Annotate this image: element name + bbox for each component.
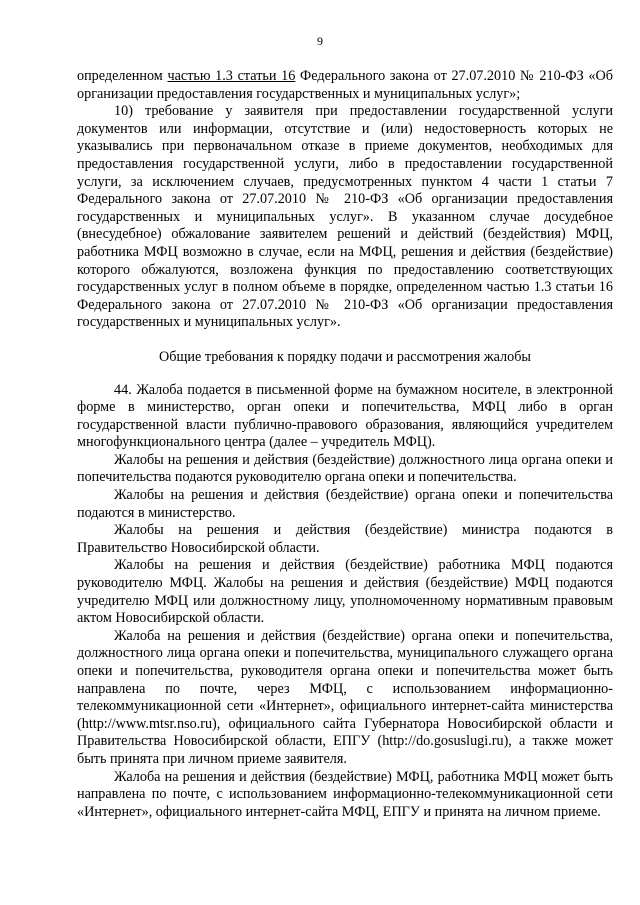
paragraph-complaints-official: Жалобы на решения и действия (бездействие) должностного лица органа опеки и попечительства подаются руководителю органа опеки и попечительства. [77, 451, 613, 486]
paragraph-complaints-guardianship: Жалобы на решения и действия (бездействие) органа опеки и попечительства подаются в министерство. [77, 487, 613, 521]
paragraph-submission-methods: Жалоба на решения и действия (бездействие) органа опеки и попечительства, должностного лица органа опеки и попечительства, муниципального служащего органа опеки и попечительства, руководителя органа опеки и попечительства может быть направлена по почте, через МФЦ, с использованием информационно-телекоммуникационной сети «Интернет», официального интернет-сайта министерства (http://www.mtsr.nso.ru), официального сайта Губернатора Новосибирской области и Правительства Новосибирской области, ЕПГУ (http://do.gosuslugi.ru), а также может быть принята при личном приеме заявителя. [77, 627, 613, 767]
section-heading: Общие требования к порядку подачи и рассмотрения жалобы [159, 348, 531, 365]
paragraph-44: 44. Жалоба подается в письменной форме на бумажном носителе, в электронной форме в министерство, орган опеки и попечительства, МФЦ либо в орган государственной власти публично-правового образования, являющийся учредителем многофункционального центра (далее – учредитель МФЦ). [77, 381, 613, 451]
law-reference-link[interactable]: частью 1.3 статьи 16 [167, 68, 296, 84]
paragraph-item-10: 10) требование у заявителя при предоставлении государственной услуги документов или информации, отсутствие и (или) недостоверность которых не указывались при первоначальном отказе в приеме документов, необходимых для предоставления государственной услуги, либо в предоставлении государственной услуги, за исключением случаев, предусмотренных пунктом 4 части 1 статьи 7 Федерального закона от 27.07.2010 № 210-ФЗ «Об организации предоставления государственных и муниципальных услуг». В указанном случае досудебное (внесудебное) обжалование заявителем решений и действий (бездействия) МФЦ, работника МФЦ возможно в случае, если на МФЦ, решения и действия (бездействие) которого обжалуются, возложена функция по предоставлению соответствующих государственных услуг в полном объеме в порядке, определенном частью 1.3 статьи 16 Федерального закона от 27.07.2010 № 210-ФЗ «Об организации предоставления государственных и муниципальных услуг». [77, 103, 613, 331]
paragraph-text: определенном [77, 68, 168, 84]
paragraph-complaints-minister: Жалобы на решения и действия (бездействие) министра подаются в Правительство Новосибирской области. [77, 522, 613, 556]
paragraph-complaints-mfc: Жалобы на решения и действия (бездействие) работника МФЦ подаются руководителю МФЦ. Жалобы на решения и действия (бездействие) МФЦ подаются учредителю МФЦ или должностному лицу, уполномоченному нормативным правовым актом Новосибирской области. [77, 557, 613, 627]
page-number: 9 [317, 34, 323, 48]
paragraph-text: Федерального закона от 27.07.2010 № 210-ФЗ «Об организации предоставления государственных и муниципальных услуг»; [77, 68, 613, 102]
paragraph-continuation [77, 68, 613, 103]
document-body [77, 68, 613, 821]
paragraph-mfc-submission: Жалоба на решения и действия (бездействие) МФЦ, работника МФЦ может быть направлена по почте, с использованием информационно-телекоммуникационной сети «Интернет», официального интернет-сайта МФЦ, ЕПГУ и принята на личном приеме. [77, 768, 613, 820]
